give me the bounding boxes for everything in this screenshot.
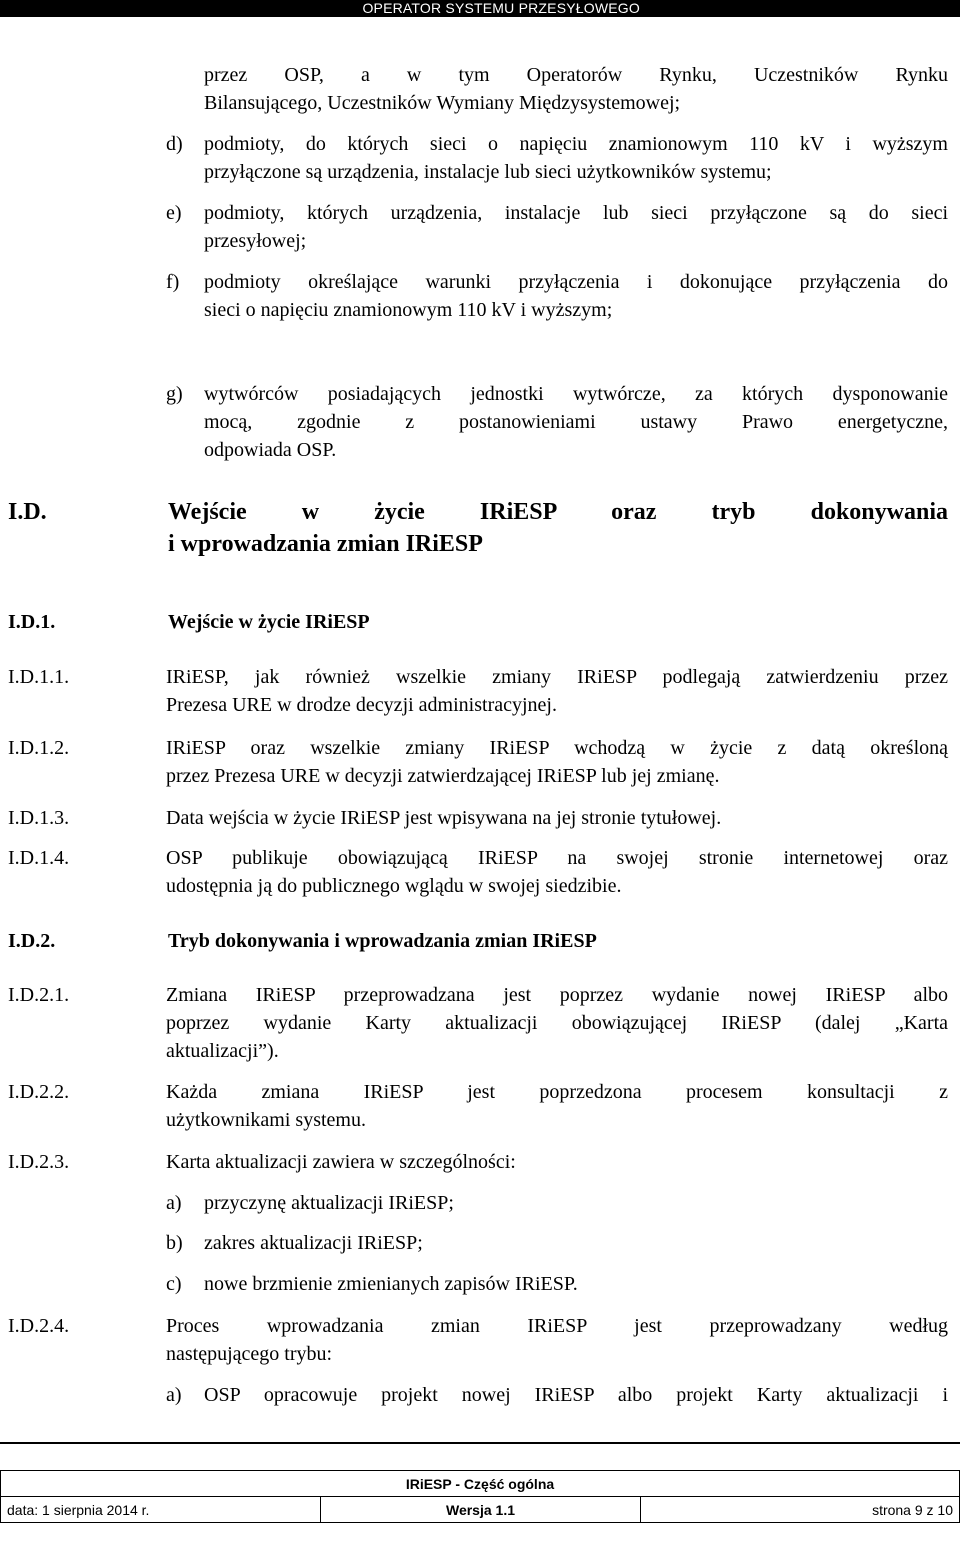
footer-page-number: strona 9 z 10 — [641, 1497, 960, 1523]
item-e-marker: e) — [166, 202, 182, 224]
footer-rule — [0, 1442, 960, 1444]
item-d-marker: d) — [166, 133, 183, 155]
paragraph-number: I.D.1.4. — [8, 847, 70, 869]
paragraph-line: następującego trybu: — [166, 1343, 333, 1365]
list-item: przyczynę aktualizacji IRiESP; — [204, 1192, 454, 1214]
section-title-line2: i wprowadzania zmian IRiESP — [168, 531, 483, 557]
item-g-marker: g) — [166, 383, 183, 405]
list-marker: b) — [166, 1232, 183, 1254]
item-c-continuation-line2: Bilansującego, Uczestników Wymiany Międzysystemowej; — [204, 92, 681, 114]
paragraph-number: I.D.2.1. — [8, 984, 70, 1006]
paragraph-line: aktualizacji”). — [166, 1040, 279, 1062]
subsection-number: I.D.1. — [8, 611, 56, 633]
footer-version: Wersja 1.1 — [321, 1497, 641, 1523]
item-g-line3: odpowiada OSP. — [204, 439, 337, 461]
paragraph-line: udostępnia ją do publicznego wglądu w swojej siedzibie. — [166, 875, 622, 897]
paragraph-line: przez Prezesa URE w decyzji zatwierdzającej IRiESP lub jej zmianę. — [166, 765, 720, 787]
paragraph-line: IRiESP, jak również wszelkie zmiany IRiESP podlegają zatwierdzeniu przez — [166, 666, 948, 688]
running-header: OPERATOR SYSTEMU PRZESYŁOWEGO — [0, 0, 960, 17]
list-item: OSP opracowuje projekt nowej IRiESP albo projekt Karty aktualizacji i — [204, 1384, 948, 1406]
paragraph-line: OSP publikuje obowiązującą IRiESP na swojej stronie internetowej oraz — [166, 847, 948, 869]
item-c-continuation-line1: przez OSP, a w tym Operatorów Rynku, Uczestników Rynku — [204, 64, 948, 86]
item-g-line1: wytwórców posiadających jednostki wytwórcze, za których dysponowanie — [204, 383, 948, 405]
item-f-line1: podmioty określające warunki przyłączenia i dokonujące przyłączenia do — [204, 271, 948, 293]
list-marker: a) — [166, 1384, 182, 1406]
footer-date: data: 1 sierpnia 2014 r. — [1, 1497, 321, 1523]
paragraph-line: Każda zmiana IRiESP jest poprzedzona procesem konsultacji z — [166, 1081, 948, 1103]
paragraph-number: I.D.1.2. — [8, 737, 70, 759]
subsection-title: Tryb dokonywania i wprowadzania zmian IRiESP — [168, 930, 597, 952]
list-marker: c) — [166, 1273, 182, 1295]
item-f-line2: sieci o napięciu znamionowym 110 kV i wyższym; — [204, 299, 613, 321]
paragraph-line: IRiESP oraz wszelkie zmiany IRiESP wchodzą w życie z datą określoną — [166, 737, 948, 759]
paragraph-line: Proces wprowadzania zmian IRiESP jest przeprowadzany według — [166, 1315, 948, 1337]
paragraph-number: I.D.1.3. — [8, 807, 70, 829]
paragraph-line: użytkownikami systemu. — [166, 1109, 366, 1131]
paragraph-line: poprzez wydanie Karty aktualizacji obowiązującej IRiESP (dalej „Karta — [166, 1012, 948, 1034]
section-number: I.D. — [8, 499, 47, 525]
item-d-line2: przyłączone są urządzenia, instalacje lub sieci użytkowników systemu; — [204, 161, 772, 183]
paragraph-line: Zmiana IRiESP przeprowadzana jest poprzez wydanie nowej IRiESP albo — [166, 984, 948, 1006]
footer-document-title: IRiESP - Część ogólna — [1, 1471, 960, 1497]
subsection-title: Wejście w życie IRiESP — [168, 611, 370, 633]
list-marker: a) — [166, 1192, 182, 1214]
paragraph-line: Data wejścia w życie IRiESP jest wpisywana na jej stronie tytułowej. — [166, 807, 722, 829]
paragraph-number: I.D.2.2. — [8, 1081, 70, 1103]
paragraph-number: I.D.1.1. — [8, 666, 70, 688]
paragraph-number: I.D.2.3. — [8, 1151, 70, 1173]
subsection-number: I.D.2. — [8, 930, 56, 952]
paragraph-line: Prezesa URE w drodze decyzji administracyjnej. — [166, 694, 557, 716]
paragraph-number: I.D.2.4. — [8, 1315, 70, 1337]
item-f-marker: f) — [166, 271, 180, 293]
item-e-line2: przesyłowej; — [204, 230, 307, 252]
paragraph-line: Karta aktualizacji zawiera w szczególności: — [166, 1151, 516, 1173]
item-d-line1: podmioty, do których sieci o napięciu znamionowym 110 kV i wyższym — [204, 133, 948, 155]
footer-table — [0, 1470, 960, 1523]
list-item: zakres aktualizacji IRiESP; — [204, 1232, 423, 1254]
item-e-line1: podmioty, których urządzenia, instalacje lub sieci przyłączone są do sieci — [204, 202, 948, 224]
list-item: nowe brzmienie zmienianych zapisów IRiESP. — [204, 1273, 578, 1295]
section-title-line1: Wejście w życie IRiESP oraz tryb dokonywania — [168, 499, 948, 525]
item-g-line2: mocą, zgodnie z postanowieniami ustawy Prawo energetyczne, — [204, 411, 948, 433]
